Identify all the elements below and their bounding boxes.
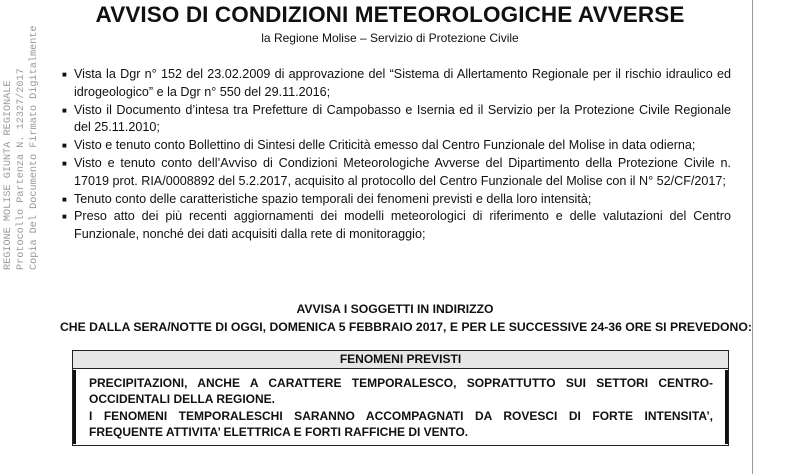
page-subtitle: la Regione Molise – Servizio di Protezione Civile — [261, 31, 519, 45]
protocol-stamp — [2, 0, 46, 270]
bullet-icon: ■ — [62, 70, 67, 79]
bullet-icon: ■ — [62, 212, 67, 222]
bullet-icon: ■ — [62, 158, 67, 168]
notice-heading-line2: CHE DALLA SERA/NOTTE DI OGGI, DOMENICA 5 FEBBRAIO 2017, E PER LE SUCCESSIVE 24-36 ORE SI PREVEDONO: — [60, 320, 752, 334]
bullet-icon: ■ — [62, 194, 67, 204]
phenomena-storms-text: I FENOMENI TEMPORALESCHI SARANNO ACCOMPAGNATI DA ROVESCI DI FORTE INTENSITA’, FREQUENTE ATTIVITA’ ELETTRICA E FORTI RAFFICHE DI VENTO. — [89, 408, 713, 440]
bullet-icon: ■ — [62, 141, 67, 151]
page-edge-divider — [752, 0, 753, 474]
list-item — [59, 66, 731, 102]
list-item — [59, 102, 731, 138]
expected-phenomena-body — [73, 370, 728, 444]
notice-heading — [60, 300, 752, 336]
list-item-text: Vista la Dgr n° 152 del 23.02.2009 di approvazione del “Sistema di Allertamento Regionale per il rischio idraulico ed idrogeologico” e la Dgr n° 550 del 29.11.2016; — [74, 67, 731, 99]
list-item — [59, 155, 731, 191]
list-item-text: Tenuto conto delle caratteristiche spazio temporali dei fenomeni previsti e della loro intensità; — [74, 191, 592, 206]
stamp-line-protocol: Protocollo Partenza N. 12327/2017 — [16, 68, 27, 270]
list-item-text: Visto il Documento d’intesa tra Prefetture di Campobasso e Isernia ed il Servizio per la Protezione Civile Regionale del 25.11.2010; — [74, 102, 731, 135]
list-item-text: Visto e tenuto conto Bollettino di Sintesi delle Criticità emesso dal Centro Funzionale del Molise in data odierna; — [74, 138, 696, 153]
list-item-text: Visto e tenuto conto dell’Avviso di Condizioni Meteorologiche Avverse del Dipartimento della Protezione Civile n. 17019 prot. RIA/0008892 del 5.2.2017, acquisito al protocollo del Centro Funzionale del Molise con il N° 52/CF/2017; — [74, 155, 731, 188]
list-item-text: Preso atto dei più recenti aggiornamenti dei modelli meteorologici di riferimento e delle valutazioni del Centro Funzionale, nonché dei dati acquisiti dalla rete di monitoraggio; — [74, 209, 731, 242]
list-item — [59, 137, 731, 155]
stamp-line-copy: Copia Del Documento Firmato Digitalmente — [29, 25, 40, 270]
bullet-icon: ■ — [62, 105, 67, 115]
phenomena-precipitation-text: PRECIPITAZIONI, ANCHE A CARATTERE TEMPORALESCO, SOPRATTUTTO SUI SETTORI CENTRO-OCCIDENTALI DELLA REGIONE. — [89, 376, 713, 407]
expected-phenomena-box — [72, 350, 729, 446]
expected-phenomena-header: FENOMENI PREVISTI — [73, 351, 728, 369]
notice-heading-line1: AVVISA I SOGGETTI IN INDIRIZZO — [296, 302, 494, 316]
list-item — [59, 208, 731, 244]
stamp-line-region: REGIONE MOLISE GIUNTA REGIONALE — [3, 80, 14, 270]
list-item — [59, 191, 731, 209]
considerations-list — [59, 66, 731, 244]
page-title: AVVISO DI CONDIZIONI METEOROLOGICHE AVVERSE — [95, 2, 685, 27]
